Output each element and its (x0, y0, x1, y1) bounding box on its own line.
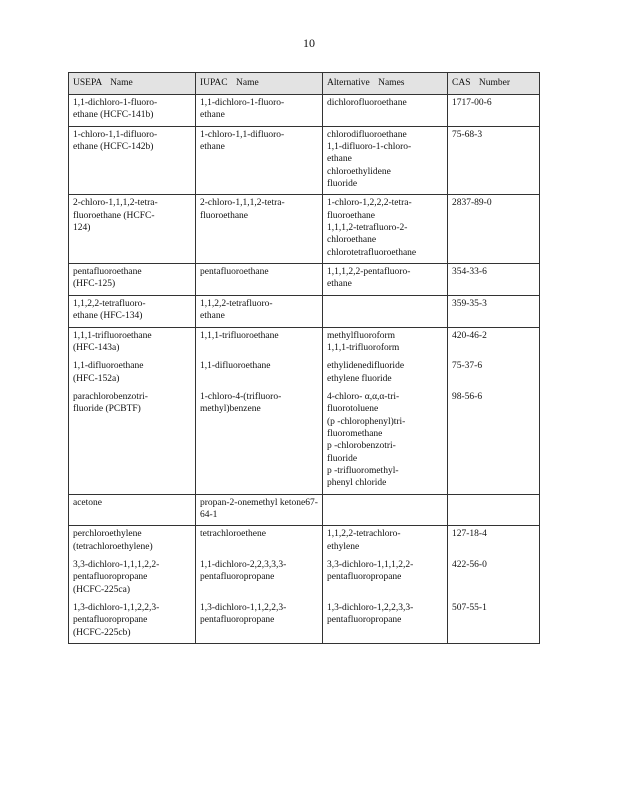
cell-line: (HCFC-225cb) (73, 627, 131, 638)
bottom-rule-cell (448, 644, 540, 645)
iupac-name-cell (196, 557, 323, 600)
cell-line: fluoride (327, 179, 358, 190)
iupac-name-cell (196, 327, 323, 358)
usepa-name-cell (69, 295, 196, 327)
iupac-name-cell (196, 600, 323, 644)
cell-line: fluoride (PCBTF) (73, 404, 141, 415)
table-header-row (69, 73, 540, 95)
cas-number-cell (448, 557, 540, 600)
table-row (69, 327, 540, 358)
iupac-name-cell (196, 389, 323, 494)
cell-line: 2-chloro-1,1,1,2-tetra- (73, 198, 158, 209)
iupac-name-cell (196, 358, 323, 389)
cell-line: pentafluoropropane (327, 572, 402, 583)
usepa-name-cell (69, 557, 196, 600)
cell-line: fluoride (327, 453, 358, 464)
page-number: 10 (303, 36, 315, 50)
cell-line: methyl)benzene (200, 404, 261, 415)
cell-line: (HFC-143a) (73, 342, 120, 353)
cell-line: 1,1-difluoroethane (73, 361, 144, 372)
cell-line: 1,1,2,2-tetrafluoro- (73, 298, 146, 309)
cell-line: 1,1-dichloro-1-fluoro- (200, 98, 285, 108)
cell-line: 124) (73, 223, 91, 234)
cell-line: 98-56-6 (452, 391, 483, 402)
cell-line: pentafluoropropane (200, 615, 275, 626)
cell-line: dichlorofluoroethane (327, 98, 407, 108)
usepa-name-cell (69, 526, 196, 557)
cell-line: 420-46-2 (452, 330, 487, 341)
cell-line: 1,1,2,2-tetrachloro- (327, 529, 401, 540)
cell-line: 507-55-1 (452, 603, 487, 614)
cell-line: 422-56-0 (452, 560, 487, 570)
bottom-rule-cell (323, 644, 448, 645)
cell-line: chlorotetrafluoroethane (327, 247, 417, 258)
alternative-names-cell (323, 295, 448, 327)
cell-line: ethane (HFC-134) (73, 311, 143, 322)
iupac-name-cell (196, 264, 323, 296)
cell-line: 359-35-3 (452, 298, 487, 309)
cell-line: 1,1,1-trifluoroform (327, 342, 400, 353)
cell-line: ethane (HCFC-142b) (73, 142, 154, 153)
cell-line: pentafluoroethane (73, 267, 142, 278)
cell-line: (HCFC-225ca) (73, 584, 130, 595)
bottom-rule-cell (69, 644, 196, 645)
cell-line: 1-chloro-4-(trifluoro- (200, 391, 282, 402)
cas-number-cell (448, 600, 540, 644)
table-row (69, 494, 540, 526)
table-row (69, 95, 540, 127)
cell-line: 1,3-dichloro-1,2,2,3,3- (327, 603, 414, 614)
iupac-name-cell (196, 526, 323, 557)
cell-line: fluoromethane (327, 428, 383, 439)
alternative-names-cell (323, 557, 448, 600)
cas-number-cell (448, 389, 540, 494)
cas-number-cell (448, 526, 540, 557)
cell-line: 1,1,1-trifluoroethane (200, 330, 279, 341)
cell-line: ethylene (327, 541, 360, 552)
cell-line: 2837-89-0 (452, 198, 492, 209)
alternative-names-cell (323, 126, 448, 195)
cell-line: pentafluoropropane (73, 572, 148, 583)
alternative-names-cell (323, 264, 448, 296)
table-row (69, 195, 540, 264)
usepa-name-cell (69, 600, 196, 644)
cell-line: fluoroethane (200, 210, 249, 221)
cas-number-cell (448, 358, 540, 389)
cell-line: ethylidenedifluoride (327, 361, 405, 372)
cell-line: perchloroethylene (73, 529, 142, 540)
cell-line: 1,3-dichloro-1,1,2,2,3- (73, 603, 160, 614)
cell-line: 127-18-4 (452, 529, 487, 540)
cell-line: tetrachloroethene (200, 529, 266, 540)
cell-line: 1,1,2,2-tetrafluoro- (200, 298, 273, 309)
cell-line: 1717-00-6 (452, 98, 492, 108)
alternative-names-cell (323, 526, 448, 557)
cell-line: ethane (327, 154, 352, 165)
cell-line: (HFC-125) (73, 279, 116, 290)
table-row (69, 295, 540, 327)
cell-line: 1-chloro-1,1-difluoro- (200, 129, 285, 140)
cell-line: fluorotoluene (327, 404, 379, 415)
header-iupac-name: IUPAC Name (196, 73, 323, 95)
table-row (69, 557, 540, 600)
cell-line: ethane (327, 279, 352, 290)
cell-line: p -trifluoromethyl- (327, 465, 399, 476)
cas-number-cell (448, 295, 540, 327)
alternative-names-cell (323, 600, 448, 644)
cell-line: chloroethane (327, 235, 377, 246)
cell-line: 1-chloro-1,2,2,2-tetra- (327, 198, 412, 209)
cell-line: 1-chloro-1,1-difluoro- (73, 129, 158, 140)
table-row (69, 126, 540, 195)
cell-line: pentafluoroethane (200, 267, 269, 278)
cell-line: 1,1-difluoroethane (200, 361, 271, 372)
cell-line: 1,1-dichloro-1-fluoro- (73, 98, 158, 108)
cell-line: ethane (HCFC-141b) (73, 110, 154, 121)
table-bottom-rule (69, 644, 540, 645)
cell-line: (tetrachloroethylene) (73, 541, 153, 552)
cell-line: 4-chloro- α,α,α-tri- (327, 391, 400, 402)
cell-line: chlorodifluoroethane (327, 129, 407, 140)
cell-line: 354-33-6 (452, 267, 487, 278)
cell-line: 75-68-3 (452, 129, 483, 140)
alternative-names-cell (323, 95, 448, 127)
usepa-name-cell (69, 264, 196, 296)
header-cas-number: CAS Number (448, 73, 540, 95)
cas-number-cell (448, 264, 540, 296)
table-row (69, 358, 540, 389)
usepa-name-cell (69, 95, 196, 127)
header-alternative-names: Alternative Names (323, 73, 448, 95)
cell-line: 1,3-dichloro-1,1,2,2,3- (200, 603, 287, 614)
cell-line: propan-2-onemethyl ketone67-64-1 (200, 497, 318, 520)
cell-line: pentafluoropropane (73, 615, 148, 626)
iupac-name-cell (196, 95, 323, 127)
table-row (69, 526, 540, 557)
usepa-name-cell (69, 195, 196, 264)
iupac-name-cell (196, 126, 323, 195)
cas-number-cell (448, 126, 540, 195)
header-usepa-name: USEPA Name (69, 73, 196, 95)
cell-line: pentafluoropropane (200, 572, 275, 583)
cell-line: methylfluoroform (327, 330, 396, 341)
cell-line: 3,3-dichloro-1,1,1,2,2- (327, 560, 414, 570)
cell-line: ethane (200, 142, 225, 153)
cell-line: ethylene fluoride (327, 373, 392, 384)
cell-line: chloroethylidene (327, 166, 391, 177)
cell-line: 75-37-6 (452, 361, 483, 372)
cell-line: pentafluoropropane (327, 615, 402, 626)
iupac-name-cell (196, 295, 323, 327)
cas-number-cell (448, 95, 540, 127)
alternative-names-cell (323, 327, 448, 358)
cell-line: 1,1-difluoro-1-chloro- (327, 142, 412, 153)
cell-line: 3,3-dichloro-1,1,1,2,2- (73, 560, 160, 570)
table-row (69, 600, 540, 644)
cell-line: fluoroethane (HCFC- (73, 210, 155, 221)
bottom-rule-cell (196, 644, 323, 645)
cell-line: ethane (200, 311, 225, 322)
cas-number-cell (448, 494, 540, 526)
table-row (69, 389, 540, 494)
alternative-names-cell (323, 195, 448, 264)
cell-line: p -chlorobenzotri- (327, 441, 396, 452)
cell-line: 2-chloro-1,1,1,2-tetra- (200, 198, 285, 209)
table-row (69, 264, 540, 296)
cell-line: 1,1,1,2,2-pentafluoro- (327, 267, 411, 278)
usepa-name-cell (69, 126, 196, 195)
cell-line: (p -chlorophenyl)tri- (327, 416, 406, 427)
alternative-names-cell (323, 389, 448, 494)
iupac-name-cell (196, 494, 323, 526)
cell-line: 1,1,1,2-tetrafluoro-2- (327, 223, 408, 234)
cas-number-cell (448, 327, 540, 358)
cell-line: ethane (200, 110, 225, 121)
iupac-name-cell (196, 195, 323, 264)
cell-line: acetone (73, 497, 103, 508)
table-body (69, 95, 540, 645)
cell-line: 1,1,1-trifluoroethane (73, 330, 152, 341)
cell-line: fluoroethane (327, 210, 376, 221)
alternative-names-cell (323, 358, 448, 389)
usepa-name-cell (69, 494, 196, 526)
usepa-name-cell (69, 389, 196, 494)
usepa-name-cell (69, 327, 196, 358)
cell-line: phenyl chloride (327, 478, 387, 489)
cell-line: parachlorobenzotri- (73, 391, 148, 402)
cell-line: (HFC-152a) (73, 373, 120, 384)
cell-line: 1,1-dichloro-2,2,3,3,3- (200, 560, 287, 570)
alternative-names-cell (323, 494, 448, 526)
refrigerant-names-table (68, 72, 540, 644)
usepa-name-cell (69, 358, 196, 389)
cas-number-cell (448, 195, 540, 264)
